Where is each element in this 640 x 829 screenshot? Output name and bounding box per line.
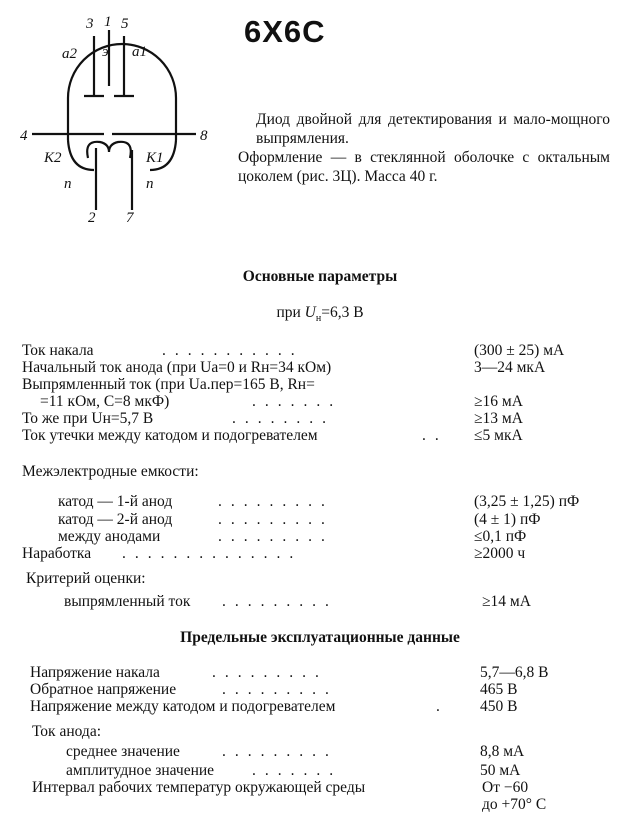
anode-current-row: амплитудное значение ....... 50 мА <box>66 762 521 779</box>
limit-value: 5,7—6,8 В <box>480 664 549 681</box>
criterion-title: Критерий оценки: <box>26 570 146 587</box>
limit-row: Напряжение между катодом и подогревателем . 450 В <box>30 698 518 715</box>
label-heater-left: п <box>64 176 72 192</box>
limit-label: Обратное напряжение <box>30 681 177 698</box>
condition-prefix: при <box>276 304 301 321</box>
condition-value: =6,3 В <box>321 304 364 321</box>
param-label: Ток накала <box>22 342 94 359</box>
description-purpose: Диод двойной для детектирования и мало-мощного выпрямления. <box>256 111 610 147</box>
temperature-row <box>22 779 620 796</box>
capacitance-value: (3,25 ± 1,25) пФ <box>474 493 580 510</box>
anode-current-value: 50 мА <box>480 762 521 779</box>
param-value: ≥16 мА <box>474 393 523 410</box>
param-row: Ток утечки между катодом и подогревателем .. ≤5 мкА <box>22 427 523 444</box>
param-label: Выпрямленный ток (при Uа.пер=165 В, Rн= <box>22 376 315 393</box>
capacitance-label: катод — 1-й анод <box>58 493 173 510</box>
capacitance-label: катод — 2-й анод <box>58 511 173 528</box>
pin-number-7: 7 <box>126 210 134 225</box>
limit-value: 450 В <box>480 698 518 715</box>
label-heater-right: п <box>146 176 154 192</box>
param-value: (300 ± 25) мА <box>474 342 565 359</box>
runtime-value: ≥2000 ч <box>474 545 526 562</box>
description <box>238 110 610 186</box>
param-label: Ток утечки между катодом и подогревателем <box>22 427 318 444</box>
param-label: Начальный ток анода (при Uа=0 и Rн=34 кОм) <box>22 359 332 376</box>
anode-current-label: амплитудное значение <box>66 762 215 779</box>
param-row: Ток накала ........... (300 ± 25) мА <box>22 342 565 359</box>
param-row <box>22 359 620 376</box>
pin-number-5: 5 <box>121 16 129 32</box>
pin-number-3: 3 <box>86 16 94 32</box>
pin-number-2: 2 <box>88 210 96 225</box>
temperature-value-from: От −60 <box>482 779 529 796</box>
label-cathode-2: К2 <box>44 150 62 166</box>
section-limits-title: Предельные эксплуатационные данные <box>180 629 460 646</box>
param-value: ≤5 мкА <box>474 427 523 444</box>
runtime-row: Наработка .............. ≥2000 ч <box>22 545 526 562</box>
anode-current-value: 8,8 мА <box>480 743 525 760</box>
anode-current-label: среднее значение <box>66 743 180 760</box>
label-anode-1: а1 <box>132 44 147 60</box>
temperature-value-to: до +70° С <box>482 796 547 813</box>
criterion-value: ≥14 мА <box>482 593 531 610</box>
label-cathode-1: К1 <box>146 150 164 166</box>
label-screen: э <box>102 44 109 60</box>
temperature-row-cont <box>22 796 620 813</box>
param-value: ≥13 мА <box>474 410 523 427</box>
limit-label: Напряжение между катодом и подогревателем <box>30 698 336 715</box>
limit-label: Напряжение накала <box>30 664 160 681</box>
param-row <box>22 376 620 393</box>
param-label: =11 кОм, С=8 мкФ) <box>40 393 170 410</box>
criterion-row: выпрямленный ток ......... ≥14 мА <box>64 593 531 610</box>
tube-title: 6Х6С <box>244 14 326 49</box>
capacitance-row: катод — 1-й анод ......... (3,25 ± 1,25) пФ <box>58 493 580 510</box>
tube-symbol-diagram <box>20 10 220 225</box>
capacitance-row: между анодами ......... ≤0,1 пФ <box>58 528 527 545</box>
param-row: =11 кОм, С=8 мкФ) ....... ≥16 мА <box>40 393 523 410</box>
pin-number-4: 4 <box>20 128 28 144</box>
capacitance-title: Межэлектродные емкости: <box>22 463 199 480</box>
runtime-label: Наработка <box>22 545 92 562</box>
capacitance-row: катод — 2-й анод ......... (4 ± 1) пФ <box>58 511 541 528</box>
limit-value: 465 В <box>480 681 518 698</box>
anode-current-title: Ток анода: <box>32 723 102 740</box>
label-anode-2: а2 <box>62 46 77 62</box>
limit-row: Обратное напряжение ......... 465 В <box>30 681 518 698</box>
param-value: 3—24 мкА <box>474 359 546 376</box>
capacitance-label: между анодами <box>58 528 161 545</box>
description-design: Оформление — в стеклянной оболочке с октальным цоколем (рис. 3Ц). Масса 40 г. <box>238 149 610 185</box>
section-main-parameters-title: Основные параметры <box>242 268 398 285</box>
anode-current-row: среднее значение ......... 8,8 мА <box>66 743 525 760</box>
capacitance-value: ≤0,1 пФ <box>474 528 527 545</box>
param-row: То же при Uн=5,7 В ........ ≥13 мА <box>22 410 523 427</box>
capacitance-value: (4 ± 1) пФ <box>474 511 541 528</box>
pin-number-1: 1 <box>104 14 112 30</box>
limit-row: Напряжение накала ......... 5,7—6,8 В <box>30 664 549 681</box>
criterion-label: выпрямленный ток <box>64 593 191 610</box>
temperature-label: Интервал рабочих температур окружающей среды <box>32 779 366 796</box>
heater-voltage-condition: при $U_н=6,3$ В <box>276 304 364 325</box>
pin-number-8: 8 <box>200 128 208 144</box>
param-label: То же при Uн=5,7 В <box>22 410 154 427</box>
